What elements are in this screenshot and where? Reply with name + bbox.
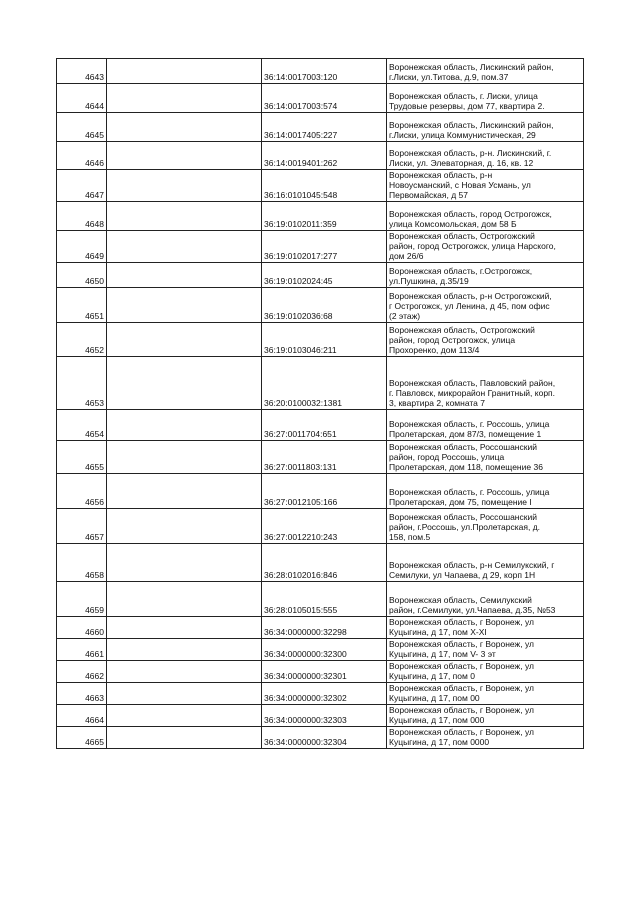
blank-cell [107,617,262,639]
row-number: 4650 [57,263,107,288]
blank-cell [107,113,262,142]
address-line: 3, квартира 2, комната 7 [389,398,485,408]
table-row [57,639,584,661]
address-line: Куцыгина, д 17, пом V- 3 эт [389,649,496,659]
address-cell [387,263,584,288]
address-line: район, город Острогожск, улица [389,335,516,345]
blank-cell [107,59,262,84]
cadastral-number: 36:28:0102016:846 [262,544,387,582]
address-cell [387,113,584,142]
address-cell [387,170,584,202]
cadastral-number: 36:20:0100032:1381 [262,357,387,410]
table-row [57,683,584,705]
cadastral-number: 36:19:0103046:211 [262,323,387,357]
table-row [57,113,584,142]
address-line: Воронежская область, г.Острогожск, [389,266,533,276]
row-number: 4665 [57,727,107,749]
table-row [57,509,584,544]
address-line: Воронежская область, Лискинский район, [389,62,554,72]
cadastral-number: 36:27:0011704:651 [262,410,387,441]
table-row [57,288,584,323]
blank-cell [107,84,262,113]
cadastral-number: 36:14:0017003:120 [262,59,387,84]
cadastral-number: 36:34:0000000:32302 [262,683,387,705]
table-row [57,727,584,749]
row-number: 4659 [57,582,107,617]
address-line: район, г.Россошь, ул.Пролетарская, д. [389,522,541,532]
cadastral-number: 36:19:0102036:68 [262,288,387,323]
blank-cell [107,142,262,170]
address-cell [387,202,584,231]
address-line: Воронежская область, г Воронеж, ул [389,727,534,737]
address-line: Воронежская область, Лискинский район, [389,120,554,130]
blank-cell [107,202,262,231]
row-number: 4649 [57,231,107,263]
address-cell [387,509,584,544]
blank-cell [107,441,262,474]
address-cell [387,705,584,727]
row-number: 4663 [57,683,107,705]
cadastral-number: 36:27:0011803:131 [262,441,387,474]
table-row [57,231,584,263]
address-line: г.Лиски, ул.Титова, д.9, пом.37 [389,72,509,82]
blank-cell [107,544,262,582]
address-line: Воронежская область, р-н [389,170,493,180]
blank-cell [107,582,262,617]
address-cell [387,441,584,474]
address-line: Куцыгина, д 17, пом X-XI [389,627,487,637]
cadastral-number: 36:14:0017405:227 [262,113,387,142]
address-cell [387,727,584,749]
blank-cell [107,705,262,727]
address-cell [387,683,584,705]
table-row [57,59,584,84]
address-line: Трудовые резервы, дом 77, квартира 2. [389,101,545,111]
blank-cell [107,410,262,441]
table-row [57,357,584,410]
row-number: 4656 [57,474,107,509]
blank-cell [107,661,262,683]
cadastral-number: 36:19:0102017:277 [262,231,387,263]
cadastral-number: 36:27:0012210:243 [262,509,387,544]
cadastral-number: 36:34:0000000:32301 [262,661,387,683]
blank-cell [107,263,262,288]
row-number: 4664 [57,705,107,727]
cadastral-number: 36:34:0000000:32304 [262,727,387,749]
address-line: Воронежская область, Павловский район, [389,378,556,388]
table-row [57,474,584,509]
address-line: Пролетарская, дом 118, помещение 36 [389,462,543,472]
address-line: г Острогожск, ул Ленина, д 45, пом офис [389,301,550,311]
address-line: Первомайская, д 57 [389,190,469,200]
address-line: дом 26/6 [389,251,424,261]
blank-cell [107,288,262,323]
table-row [57,410,584,441]
blank-cell [107,509,262,544]
row-number: 4660 [57,617,107,639]
address-cell [387,142,584,170]
address-cell [387,84,584,113]
address-line: Куцыгина, д 17, пом 0000 [389,737,490,747]
address-cell [387,582,584,617]
address-line: район, г.Семилуки, ул.Чапаева, д.35, №53 [389,605,556,615]
address-line: Куцыгина, д 17, пом 0 [389,671,475,681]
row-number: 4651 [57,288,107,323]
address-line: г.Лиски, улица Коммунистическая, 29 [389,130,536,140]
blank-cell [107,639,262,661]
table-row [57,544,584,582]
row-number: 4658 [57,544,107,582]
address-line: Пролетарская, дом 87/3, помещение 1 [389,429,542,439]
address-line: Воронежская область, р-н Острогожский, [389,291,552,301]
blank-cell [107,474,262,509]
address-line: Куцыгина, д 17, пом 000 [389,715,485,725]
blank-cell [107,683,262,705]
address-line: Новоусманский, с Новая Усмань, ул [389,180,531,190]
address-line: Воронежская область, р-н Семилукский, г [389,560,555,570]
address-cell [387,617,584,639]
cadastral-number: 36:19:0102011:359 [262,202,387,231]
address-line: Воронежская область, г Воронеж, ул [389,617,534,627]
address-line: ул.Пушкина, д.35/19 [389,276,469,286]
address-cell [387,639,584,661]
address-cell [387,474,584,509]
cadastral-number: 36:16:0101045:548 [262,170,387,202]
address-line: Воронежская область, г Воронеж, ул [389,683,534,693]
cadastral-number: 36:34:0000000:32303 [262,705,387,727]
address-cell [387,661,584,683]
address-cell [387,357,584,410]
row-number: 4643 [57,59,107,84]
cadastral-number: 36:28:0105015:555 [262,582,387,617]
row-number: 4645 [57,113,107,142]
address-line: Прохоренко, дом 113/4 [389,345,480,355]
address-line: улица Комсомольская, дом 58 Б [389,219,517,229]
address-line: Воронежская область, г Воронеж, ул [389,639,534,649]
table-row [57,84,584,113]
table-row [57,441,584,474]
table-row [57,263,584,288]
cadastral-number: 36:27:0012105:166 [262,474,387,509]
address-line: Воронежская область, город Острогожск, [389,209,552,219]
cadastral-number: 36:14:0017003:574 [262,84,387,113]
cadastral-number: 36:14:0019401:262 [262,142,387,170]
table-row [57,705,584,727]
address-line: 158, пом.5 [389,532,431,542]
row-number: 4644 [57,84,107,113]
address-cell [387,231,584,263]
address-line: Воронежская область, Россошанский [389,442,537,452]
address-line: Пролетарская, дом 75, помещение I [389,497,532,507]
row-number: 4648 [57,202,107,231]
blank-cell [107,170,262,202]
address-line: Воронежская область, г Воронеж, ул [389,661,534,671]
address-line: Воронежская область, Острогожский [389,231,535,241]
address-line: Воронежская область, г. Россошь, улица [389,487,550,497]
blank-cell [107,357,262,410]
address-line: Воронежская область, Острогожский [389,325,535,335]
table-row [57,142,584,170]
address-line: Семилуки, ул Чапаева, д 29, корп 1Н [389,570,536,580]
property-table [56,58,584,749]
table-row [57,323,584,357]
cadastral-number: 36:34:0000000:32298 [262,617,387,639]
address-cell [387,59,584,84]
property-table-body [57,59,584,749]
address-line: Воронежская область, г Воронеж, ул [389,705,534,715]
address-line: Воронежская область, г. Лиски, улица [389,91,538,101]
row-number: 4654 [57,410,107,441]
blank-cell [107,323,262,357]
address-line: Воронежская область, р-н. Лискинский, г. [389,148,552,158]
table-row [57,582,584,617]
address-cell [387,544,584,582]
row-number: 4657 [57,509,107,544]
address-cell [387,410,584,441]
row-number: 4661 [57,639,107,661]
address-cell [387,288,584,323]
row-number: 4652 [57,323,107,357]
row-number: 4662 [57,661,107,683]
blank-cell [107,727,262,749]
address-line: район, город Острогожск, улица Нарского, [389,241,556,251]
table-row [57,617,584,639]
address-line: Воронежская область, Россошанский [389,512,537,522]
row-number: 4653 [57,357,107,410]
blank-cell [107,231,262,263]
address-line: район, город Россошь, улица [389,452,505,462]
cadastral-number: 36:34:0000000:32300 [262,639,387,661]
cadastral-number: 36:19:0102024:45 [262,263,387,288]
address-line: Воронежская область, Семилукский [389,595,532,605]
row-number: 4647 [57,170,107,202]
table-row [57,661,584,683]
address-cell [387,323,584,357]
address-line: Воронежская область, г. Россошь, улица [389,419,550,429]
address-line: Лиски, ул. Элеваторная, д. 16, кв. 12 [389,158,534,168]
address-line: Куцыгина, д 17, пом 00 [389,693,480,703]
row-number: 4655 [57,441,107,474]
table-row [57,202,584,231]
address-line: (2 этаж) [389,311,421,321]
address-line: г. Павловск, микрорайон Гранитный, корп. [389,388,556,398]
table-row [57,170,584,202]
row-number: 4646 [57,142,107,170]
